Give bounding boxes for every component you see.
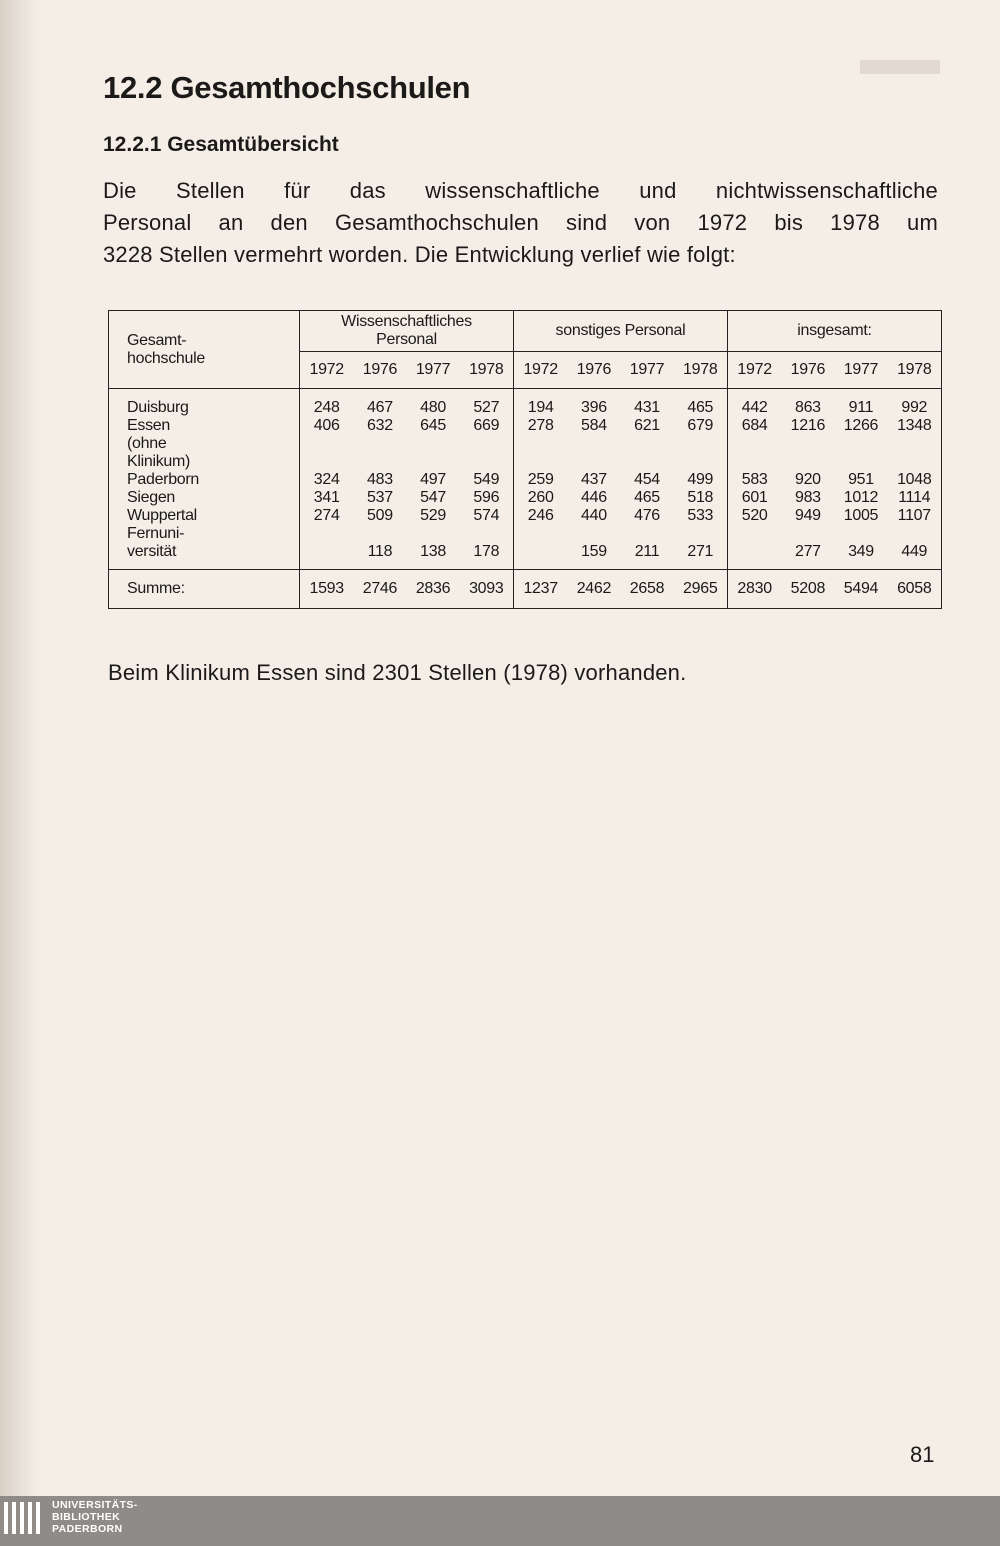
table-cell — [620, 435, 673, 453]
table-cell — [781, 435, 834, 453]
table-cell — [353, 525, 406, 543]
value-column — [674, 389, 728, 570]
table-cell — [781, 525, 834, 543]
corner-header — [109, 311, 300, 389]
table-cell — [888, 435, 941, 453]
table-cell — [567, 435, 620, 453]
logo-line: UNIVERSITÄTS- — [52, 1499, 138, 1511]
table-cell — [674, 453, 727, 471]
sum-label: Summe: — [109, 570, 300, 609]
table-cell: 396 — [581, 399, 607, 416]
table-cell — [567, 453, 620, 471]
table-cell: 1107 — [897, 507, 931, 524]
sum-cell: 5208 — [781, 570, 834, 609]
page-number: 81 — [910, 1442, 935, 1467]
table-cell: 194 — [527, 399, 554, 416]
year-header-cell: 1977 — [620, 352, 673, 389]
year-header-cell: 1976 — [567, 352, 620, 389]
table-cell — [514, 525, 567, 543]
table-cell — [620, 453, 673, 471]
table-cell — [888, 525, 941, 543]
table-cell — [460, 453, 513, 471]
table-cell — [300, 435, 353, 453]
table-cell: 601 — [741, 489, 768, 506]
group-header-text: sonstiges Personal — [555, 322, 686, 339]
table-cell: 533 — [687, 507, 714, 524]
library-logo-icon — [4, 1502, 44, 1540]
table-cell: 178 — [473, 543, 500, 560]
table-cell: 259 — [527, 471, 554, 488]
table-cell: 440 — [581, 507, 607, 524]
table-cell: 669 — [473, 417, 500, 434]
table-cell — [514, 543, 567, 561]
table-cell: 480 — [420, 399, 446, 416]
value-column — [513, 389, 567, 570]
value-column — [781, 389, 834, 570]
value-column — [567, 389, 620, 570]
positions-table — [108, 310, 942, 609]
paragraph-line: Personal an den Gesamthochschulen sind von 1972 bis 1978 um — [103, 210, 938, 235]
table-cell: 1048 — [897, 471, 932, 488]
table-cell: 951 — [848, 471, 874, 488]
table-cell — [460, 525, 513, 543]
table-cell: 537 — [367, 489, 393, 506]
table-cell: 992 — [901, 399, 928, 416]
table-cell: 1216 — [790, 417, 826, 434]
table-cell: 483 — [367, 471, 393, 488]
bleed-through — [860, 60, 940, 74]
table-cell: 274 — [313, 507, 340, 524]
group-header-other — [513, 311, 727, 352]
table-cell: 248 — [313, 399, 340, 416]
table-cell — [834, 435, 887, 453]
table-cell — [620, 525, 673, 543]
table-cell: 406 — [313, 417, 340, 434]
table-cell: 454 — [634, 471, 660, 488]
value-column — [620, 389, 673, 570]
table-cell — [460, 435, 513, 453]
table-cell: 520 — [741, 507, 768, 524]
sum-cell: 1593 — [300, 570, 354, 609]
year-header-cell: 1978 — [674, 352, 728, 389]
logo-line: PADERBORN — [52, 1523, 123, 1535]
university-name-line: Klinikum) — [127, 453, 191, 470]
table-cell: 437 — [581, 471, 607, 488]
page-gutter — [0, 0, 38, 1496]
table-cell: 529 — [420, 507, 446, 524]
table-cell: 271 — [687, 543, 714, 560]
group-header-total — [727, 311, 941, 352]
table-cell — [674, 435, 727, 453]
table-cell: 527 — [473, 399, 500, 416]
table-cell: 449 — [901, 543, 928, 560]
table-cell: 645 — [420, 417, 446, 434]
university-name-line: versität — [127, 543, 177, 560]
table-cell: 278 — [527, 417, 554, 434]
year-header-cell: 1976 — [353, 352, 406, 389]
table-cell: 118 — [367, 543, 393, 560]
table-cell — [781, 453, 834, 471]
year-header-cell: 1977 — [834, 352, 887, 389]
paragraph-line: Die Stellen für das wissenschaftliche und nichtwissenschaftliche — [103, 178, 938, 203]
group-header-text: Wissenschaftliches Personal — [341, 313, 472, 348]
table-cell — [406, 453, 459, 471]
university-names — [109, 389, 300, 570]
table-cell — [406, 525, 459, 543]
table-cell — [728, 453, 781, 471]
group-header-text: insgesamt: — [797, 322, 872, 339]
table-cell: 246 — [527, 507, 554, 524]
university-name-line: Siegen — [127, 489, 176, 506]
table-cell — [406, 435, 459, 453]
table-cell: 465 — [634, 489, 660, 506]
year-header-cell: 1978 — [460, 352, 514, 389]
table-cell: 1348 — [897, 417, 932, 434]
table-cell: 863 — [794, 399, 821, 416]
section-heading: 12.2 Gesamthochschulen — [103, 70, 471, 105]
table-cell — [353, 435, 406, 453]
table-cell: 324 — [313, 471, 340, 488]
klinikum-note: Beim Klinikum Essen sind 2301 Stellen (1978) vorhanden. — [108, 660, 687, 685]
table-cell: 621 — [634, 417, 660, 434]
table-cell — [300, 543, 353, 561]
table-cell: 596 — [473, 489, 500, 506]
sum-cell: 2836 — [406, 570, 459, 609]
value-column — [460, 389, 514, 570]
table-cell: 465 — [687, 399, 714, 416]
university-name-line: Wuppertal — [127, 507, 197, 524]
table-cell — [300, 453, 353, 471]
table-cell: 467 — [367, 399, 393, 416]
table-cell: 431 — [634, 399, 660, 416]
year-header-cell: 1978 — [888, 352, 942, 389]
sum-cell: 6058 — [888, 570, 942, 609]
table-cell: 509 — [367, 507, 393, 524]
table-cell — [300, 525, 353, 543]
value-column — [353, 389, 406, 570]
table-cell: 277 — [794, 543, 821, 560]
value-column — [888, 389, 942, 570]
year-header-cell: 1976 — [781, 352, 834, 389]
table-cell: 497 — [420, 471, 446, 488]
table-cell: 341 — [313, 489, 340, 506]
university-name-line: Fernuni- — [127, 525, 185, 542]
table-body-row — [109, 389, 942, 570]
table-cell: 584 — [581, 417, 607, 434]
table-cell: 499 — [687, 471, 714, 488]
table-cell — [567, 525, 620, 543]
table-cell: 138 — [420, 543, 446, 560]
table-cell — [728, 525, 781, 543]
table-cell — [514, 453, 567, 471]
library-logo-text — [52, 1499, 138, 1535]
group-header-scientific — [300, 311, 514, 352]
year-header-cell: 1972 — [300, 352, 354, 389]
sum-cell: 2830 — [727, 570, 781, 609]
table-cell: 476 — [634, 507, 660, 524]
table-cell: 349 — [848, 543, 874, 560]
table-cell: 211 — [634, 543, 660, 560]
university-name-line: Duisburg — [127, 399, 189, 416]
table-cell: 574 — [473, 507, 500, 524]
sum-row — [109, 570, 942, 609]
table-cell — [674, 525, 727, 543]
sum-cell: 2965 — [674, 570, 728, 609]
table-cell: 547 — [420, 489, 446, 506]
table-cell — [888, 453, 941, 471]
subsection-heading: 12.2.1 Gesamtübersicht — [103, 133, 339, 156]
table-cell: 983 — [794, 489, 821, 506]
university-name-line: Paderborn — [127, 471, 200, 488]
table-cell — [834, 453, 887, 471]
university-name-line: Essen — [127, 417, 170, 434]
table-cell: 1266 — [843, 417, 879, 434]
table-cell — [728, 435, 781, 453]
table-cell: 1005 — [843, 507, 879, 524]
intro-paragraph — [103, 175, 938, 271]
year-header-cell: 1977 — [406, 352, 459, 389]
year-header-cell: 1972 — [513, 352, 567, 389]
table-cell: 679 — [687, 417, 714, 434]
year-header-cell: 1972 — [727, 352, 781, 389]
table-cell: 583 — [741, 471, 768, 488]
value-column — [300, 389, 354, 570]
sum-cell: 2462 — [567, 570, 620, 609]
table-cell — [514, 435, 567, 453]
table-cell — [834, 525, 887, 543]
table-cell: 920 — [794, 471, 821, 488]
table-cell: 949 — [794, 507, 821, 524]
table-cell: 1012 — [843, 489, 879, 506]
university-name-line: (ohne — [127, 435, 167, 452]
table-cell: 911 — [848, 399, 874, 416]
sum-cell: 3093 — [460, 570, 514, 609]
table-cell: 442 — [741, 399, 768, 416]
sum-cell: 2746 — [353, 570, 406, 609]
corner-header-text: Gesamt- hochschule — [127, 331, 205, 367]
paragraph-line: 3228 Stellen vermehrt worden. Die Entwicklung verlief wie folgt: — [103, 242, 736, 267]
logo-line: BIBLIOTHEK — [52, 1511, 121, 1523]
table-cell: 518 — [687, 489, 714, 506]
value-column — [727, 389, 781, 570]
value-column — [834, 389, 887, 570]
table-cell: 549 — [473, 471, 500, 488]
table-cell — [728, 543, 781, 561]
sum-cell: 1237 — [513, 570, 567, 609]
sum-cell: 5494 — [834, 570, 887, 609]
table-cell: 159 — [581, 543, 607, 560]
table-cell: 446 — [581, 489, 607, 506]
table-cell: 260 — [527, 489, 554, 506]
table-cell: 684 — [741, 417, 768, 434]
library-footer — [0, 1496, 1000, 1546]
table-cell — [353, 453, 406, 471]
value-column — [406, 389, 459, 570]
table-cell: 1114 — [898, 489, 931, 506]
sum-cell: 2658 — [620, 570, 673, 609]
table-cell: 632 — [367, 417, 393, 434]
